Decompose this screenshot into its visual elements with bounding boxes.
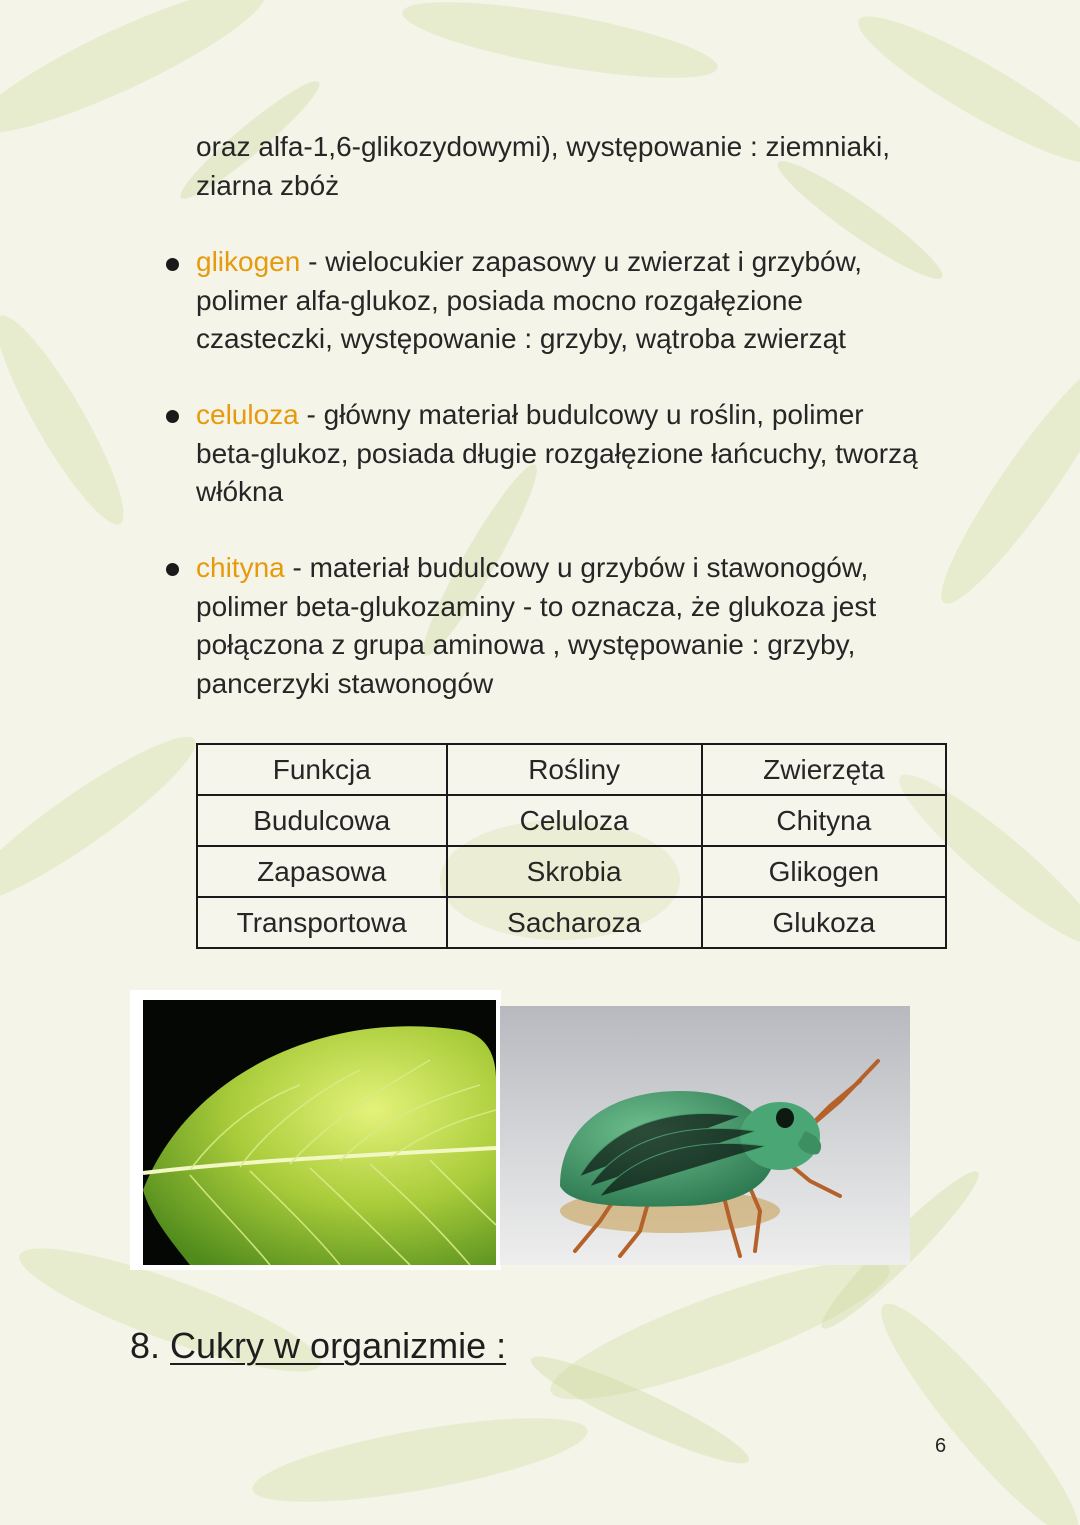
bullet-icon [166, 410, 179, 423]
list-item-glikogen [196, 243, 862, 359]
table-row [197, 795, 946, 846]
item-line: połączona z grupa aminowa , występowanie : grzyby, [196, 629, 856, 660]
carbohydrate-function-table [196, 743, 947, 949]
item-line: włókna [196, 476, 284, 507]
intro-paragraph [196, 128, 890, 205]
item-line: beta-glukoz, posiada długie rozgałęzione łańcuchy, tworzą [196, 437, 918, 469]
list-item-chityna [196, 549, 876, 703]
item-line: pancerzyki stawonogów [196, 667, 494, 699]
item-line: - materiał budulcowy u grzybów i stawonogów, [284, 552, 869, 583]
list-item-celuloza [196, 396, 918, 512]
table-cell: Sacharoza [447, 897, 702, 948]
table-cell: Skrobia [447, 846, 702, 897]
leaf-photo [130, 990, 501, 1270]
table-header-row [197, 744, 946, 795]
table-row [197, 846, 946, 897]
bullet-icon [166, 258, 179, 271]
weevil-photo-frame [500, 1006, 910, 1265]
section-title: Cukry w organizmie : [170, 1325, 507, 1366]
section-number: 8. [130, 1325, 171, 1366]
table-cell: Transportowa [197, 897, 447, 948]
page-number: 6 [935, 1435, 947, 1457]
table-cell: Chityna [702, 795, 946, 846]
table-header-cell: Funkcja [197, 744, 447, 795]
item-line: polimer alfa-glukoz, posiada mocno rozgałęzione [196, 284, 804, 316]
table-row [197, 897, 946, 948]
bullet-icon [166, 563, 179, 576]
table-cell: Zapasowa [197, 846, 447, 897]
item-line: - główny materiał budulcowy u roślin, polimer [298, 399, 864, 430]
leaf-photo-frame [130, 990, 501, 1270]
item-line: - wielocukier zapasowy u zwierzat i grzybów, [300, 246, 863, 277]
intro-line-1: oraz alfa-1,6-glikozydowymi), występowanie : ziemniaki, [196, 131, 891, 162]
term-glikogen: glikogen [196, 246, 301, 277]
item-line: polimer beta-glukozaminy - to oznacza, że glukoza jest [196, 590, 877, 622]
green-weevil-photo [500, 1006, 910, 1265]
section-heading [130, 1325, 506, 1367]
table-cell: Glikogen [702, 846, 946, 897]
item-line: czasteczki, występowanie : grzyby, wątroba zwierząt [196, 323, 846, 354]
table-header-cell: Rośliny [447, 744, 702, 795]
table-header-cell: Zwierzęta [702, 744, 946, 795]
intro-line-2: ziarna zbóż [196, 169, 340, 201]
table-cell: Celuloza [447, 795, 702, 846]
table-cell: Glukoza [702, 897, 946, 948]
table-cell: Budulcowa [197, 795, 447, 846]
term-celuloza: celuloza [196, 399, 299, 430]
term-chityna: chityna [196, 552, 285, 583]
